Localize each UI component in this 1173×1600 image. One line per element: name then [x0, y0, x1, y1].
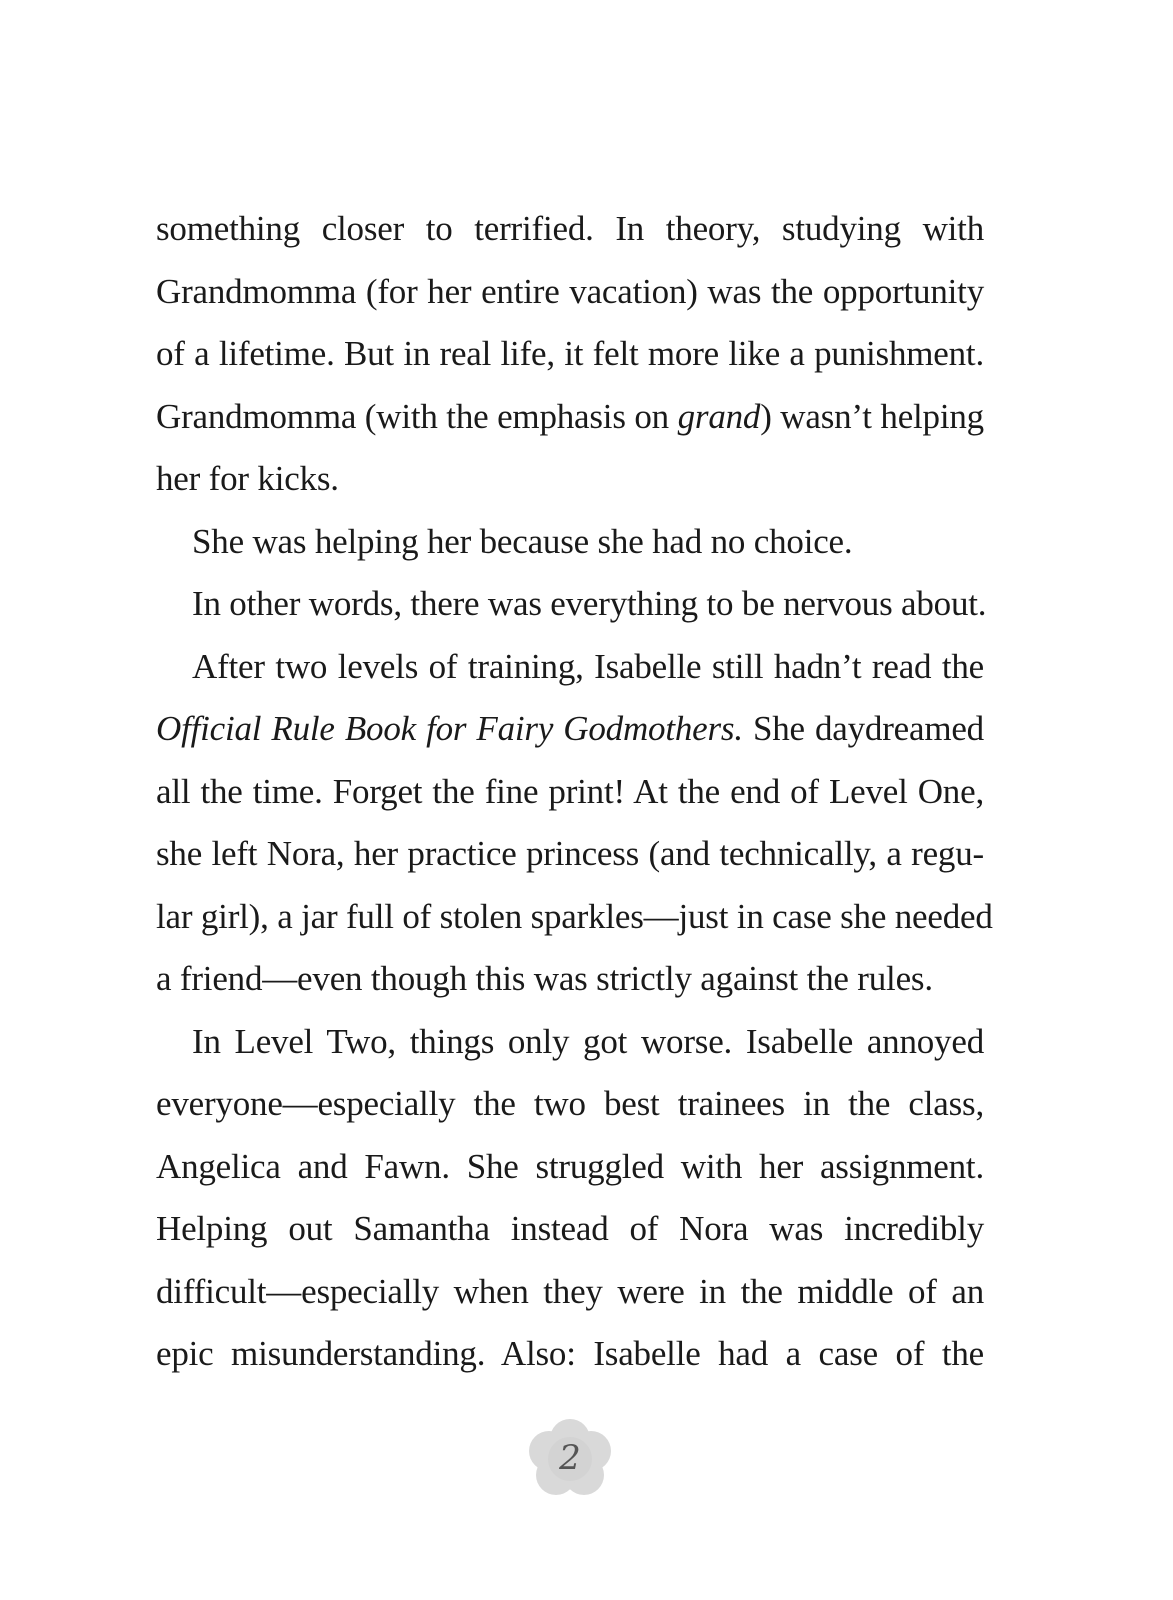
book-title: Official Rule Book for Fairy Godmothers. — [156, 709, 743, 748]
paragraph-line: After two levels of training, Isabelle still hadn’t read the — [192, 646, 984, 686]
text-line: everyone—especially the two best trainees in the class, — [156, 1084, 984, 1123]
text-line: something closer to terrified. In theory, studying with — [156, 209, 984, 248]
page-number-badge — [527, 1417, 613, 1499]
paragraph-line: In Level Two, things only got worse. Isabelle annoyed — [192, 1021, 984, 1061]
text-line: epic misunderstanding. Also: Isabelle had a case of the — [156, 1334, 984, 1373]
text-line: a friend—even though this was strictly against the rules. — [156, 959, 933, 998]
text-line: she left Nora, her practice princess (and technically, a regu- — [156, 834, 984, 873]
text-segment: She daydreamed — [742, 709, 984, 748]
body-text — [156, 198, 993, 1386]
text-segment: ) wasn’t helping — [760, 396, 984, 436]
text-line — [156, 386, 984, 449]
text-line: all the time. Forget the fine print! At the end of Level One, — [156, 771, 984, 811]
text-line: difficult—especially when they were in the middle of an — [156, 1271, 984, 1311]
text-segment: Grandmomma (with the emphasis on — [156, 396, 678, 436]
text-line: Helping out Samantha instead of Nora was incredibly — [156, 1209, 984, 1248]
italic-word: grand — [677, 396, 761, 436]
text-line: Angelica and Fawn. She struggled with her assignment. — [156, 1146, 984, 1186]
paragraph-line: She was helping her because she had no choice. — [192, 521, 853, 561]
text-line: lar girl), a jar full of stolen sparkles—just in case she needed — [156, 896, 993, 936]
text-line — [156, 698, 984, 761]
text-line: of a lifetime. But in real life, it felt more like a punishment. — [156, 334, 984, 373]
text-line: Grandmomma (for her entire vacation) was the opportunity — [156, 271, 984, 311]
text-line: her for kicks. — [156, 459, 339, 498]
page-number: 2 — [559, 1438, 581, 1478]
paragraph-line: In other words, there was everything to be nervous about. — [192, 584, 987, 623]
